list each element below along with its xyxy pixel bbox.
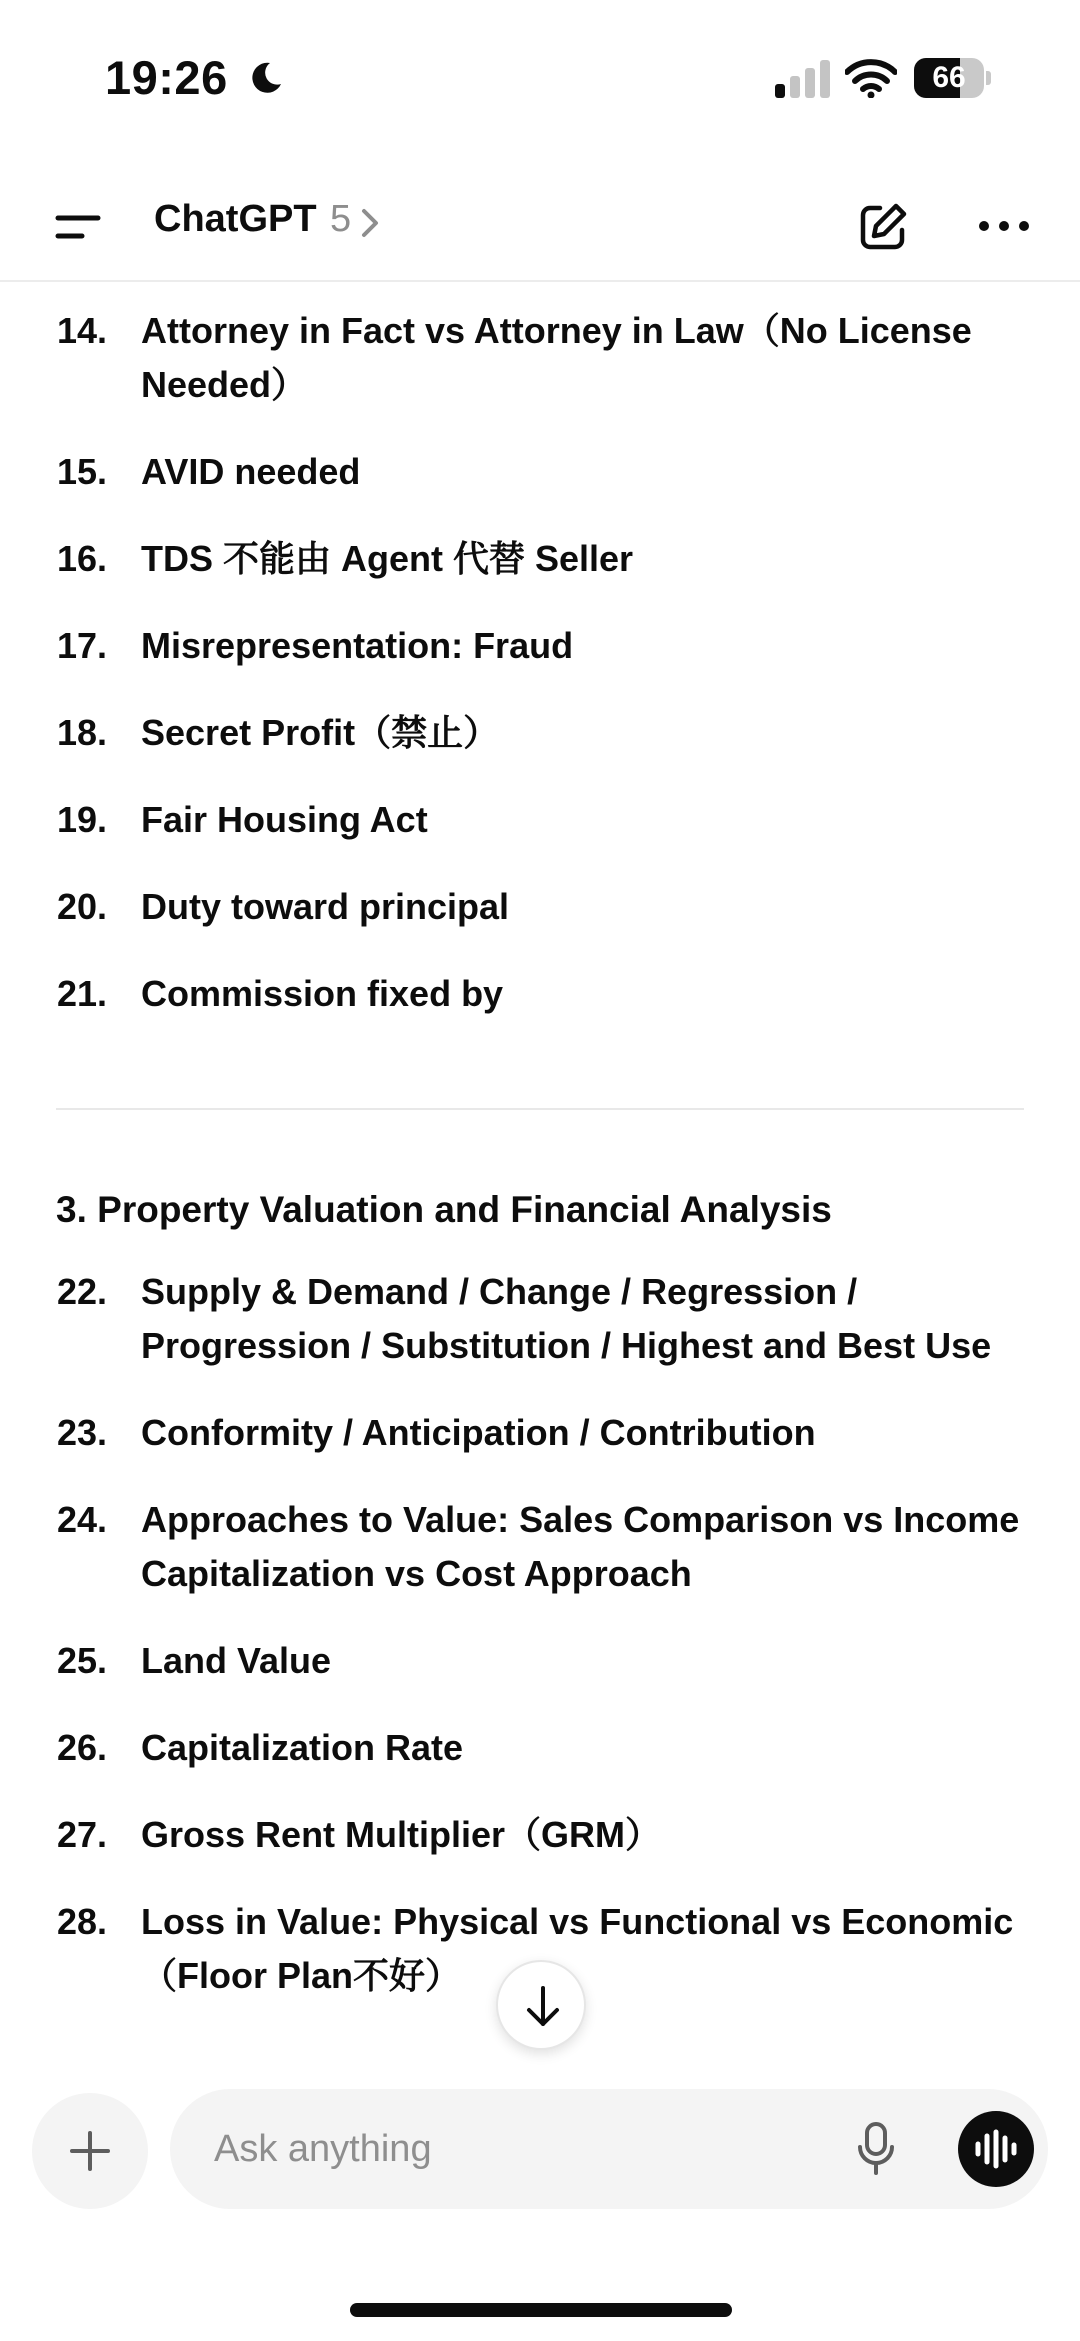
list-item-text: Attorney in Fact vs Attorney in Law（No License Needed） — [141, 310, 972, 405]
list-number: 22. — [57, 1271, 108, 1312]
cellular-signal-icon — [775, 60, 831, 98]
add-attachment-button[interactable] — [32, 2093, 148, 2209]
list-number: 18. — [57, 712, 108, 753]
chevron-right-icon[interactable] — [358, 206, 382, 240]
chat-header — [0, 170, 1080, 282]
list-item — [0, 793, 1080, 847]
numbered-list — [0, 304, 1080, 1021]
list-item-text: Misrepresentation: Fraud — [141, 625, 574, 666]
list-item-text: TDS 不能由 Agent 代替 Seller — [141, 538, 634, 579]
list-number: 26. — [57, 1727, 108, 1768]
plus-icon — [68, 2129, 112, 2173]
composer — [170, 2089, 1048, 2209]
list-number: 17. — [57, 625, 108, 666]
list-item-text: Loss in Value: Physical vs Functional vs Economic（Floor Plan不好） — [141, 1901, 1014, 1996]
new-chat-icon[interactable] — [856, 200, 910, 254]
list-item-text: AVID needed — [141, 451, 361, 492]
home-indicator — [350, 2303, 732, 2317]
list-number: 24. — [57, 1499, 108, 1540]
divider — [56, 1108, 1024, 1110]
wifi-icon — [845, 58, 897, 98]
list-item-text: Capitalization Rate — [141, 1727, 464, 1768]
arrow-down-icon — [522, 1984, 564, 2030]
moon-icon — [248, 60, 284, 96]
list-item — [0, 1634, 1080, 1688]
waveform-icon — [974, 2129, 1018, 2169]
list-number: 27. — [57, 1814, 108, 1855]
voice-mode-button[interactable] — [958, 2111, 1034, 2187]
battery-percent: 66 — [932, 61, 966, 94]
list-item — [0, 445, 1080, 499]
list-item-text: Secret Profit（禁止） — [141, 712, 500, 753]
more-options-icon[interactable] — [978, 212, 1030, 240]
list-number: 28. — [57, 1901, 108, 1942]
list-item — [0, 880, 1080, 934]
section-heading: 3. Property Valuation and Financial Analysis — [56, 1189, 832, 1230]
list-number: 20. — [57, 886, 108, 927]
message-input[interactable] — [214, 2117, 814, 2181]
list-item — [0, 304, 1080, 412]
status-time: 19:26 — [105, 51, 228, 104]
list-item-text: Commission fixed by — [141, 973, 504, 1014]
numbered-list — [0, 1265, 1080, 2003]
list-number: 14. — [57, 310, 108, 351]
list-item — [0, 706, 1080, 760]
list-item — [0, 1808, 1080, 1862]
list-number: 15. — [57, 451, 108, 492]
chat-message — [0, 284, 1080, 2074]
list-item-text: Supply & Demand / Change / Regression / Progression / Substitution / Highest and Best Use — [141, 1271, 992, 1366]
list-item — [0, 532, 1080, 586]
list-item — [0, 619, 1080, 673]
list-item — [0, 1265, 1080, 1373]
list-number: 25. — [57, 1640, 108, 1681]
list-item — [0, 1721, 1080, 1775]
battery-indicator — [914, 58, 990, 98]
menu-icon[interactable] — [54, 206, 102, 246]
status-bar — [0, 0, 1080, 150]
list-number: 23. — [57, 1412, 108, 1453]
model-version[interactable]: 5 — [330, 198, 352, 240]
list-item-text: Approaches to Value: Sales Comparison vs Income Capitalization vs Cost Approach — [141, 1499, 1020, 1594]
list-item — [0, 1493, 1080, 1601]
app-title[interactable]: ChatGPT — [154, 198, 317, 240]
microphone-icon[interactable] — [856, 2121, 896, 2177]
list-item-text: Fair Housing Act — [141, 799, 428, 840]
list-item-text: Land Value — [141, 1640, 332, 1681]
list-number: 16. — [57, 538, 108, 579]
list-number: 21. — [57, 973, 108, 1014]
list-item — [0, 967, 1080, 1021]
list-item — [0, 1406, 1080, 1460]
list-item-text: Duty toward principal — [141, 886, 510, 927]
list-item-text: Gross Rent Multiplier（GRM） — [141, 1814, 662, 1855]
list-number: 19. — [57, 799, 108, 840]
scroll-down-button[interactable] — [496, 1960, 586, 2050]
list-item-text: Conformity / Anticipation / Contribution — [141, 1412, 816, 1453]
